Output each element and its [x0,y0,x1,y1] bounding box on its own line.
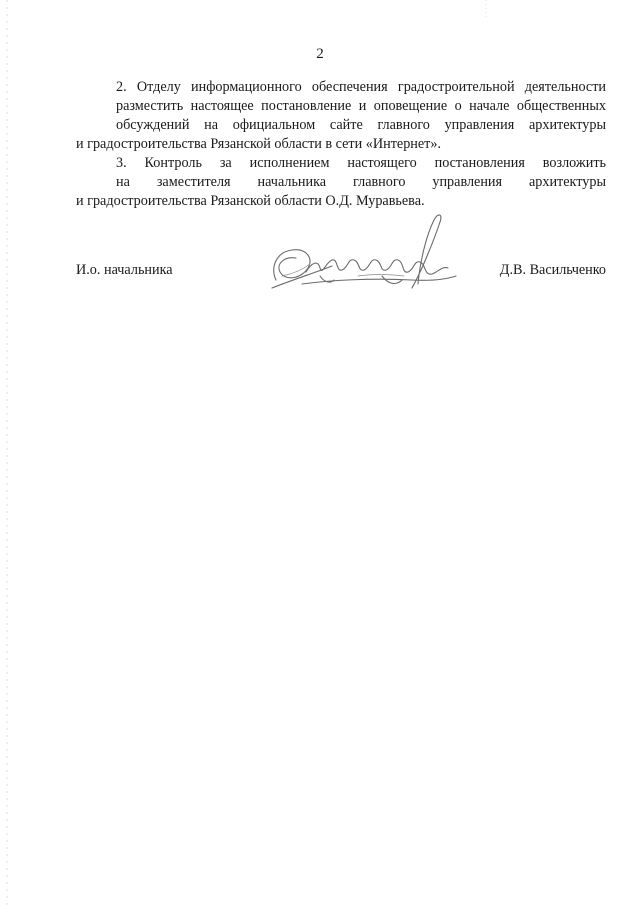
paragraph-3-line-2: на заместителя начальника главного управления архитектуры [116,174,606,190]
paragraph-2-line-4: и градостроительства Рязанской области в сети «Интернет». [76,136,442,152]
document-body [76,78,606,211]
scan-edge-mark-top [485,0,487,20]
paragraph-3-line-3: и градостроительства Рязанской области О.Д. Муравьева. [76,193,425,209]
signatory-role: И.о. начальника [76,262,173,278]
handwritten-signature [262,210,472,310]
paragraph-2-line-3: обсуждений на официальном сайте главного управления архитектуры [116,117,606,133]
signatory-name: Д.В. Васильченко [499,262,606,278]
scan-edge-marks [6,0,8,905]
paragraph-2-line-2: разместить настоящее постановление и оповещение о начале общественных [116,98,606,114]
page-number: 2 [316,46,324,62]
paragraph-2-line-1: 2. Отделу информационного обеспечения градостроительной деятельности [116,79,606,95]
paragraph-2 [76,78,606,154]
paragraph-3 [76,154,606,211]
paragraph-3-line-1: 3. Контроль за исполнением настоящего постановления возложить [116,155,606,171]
